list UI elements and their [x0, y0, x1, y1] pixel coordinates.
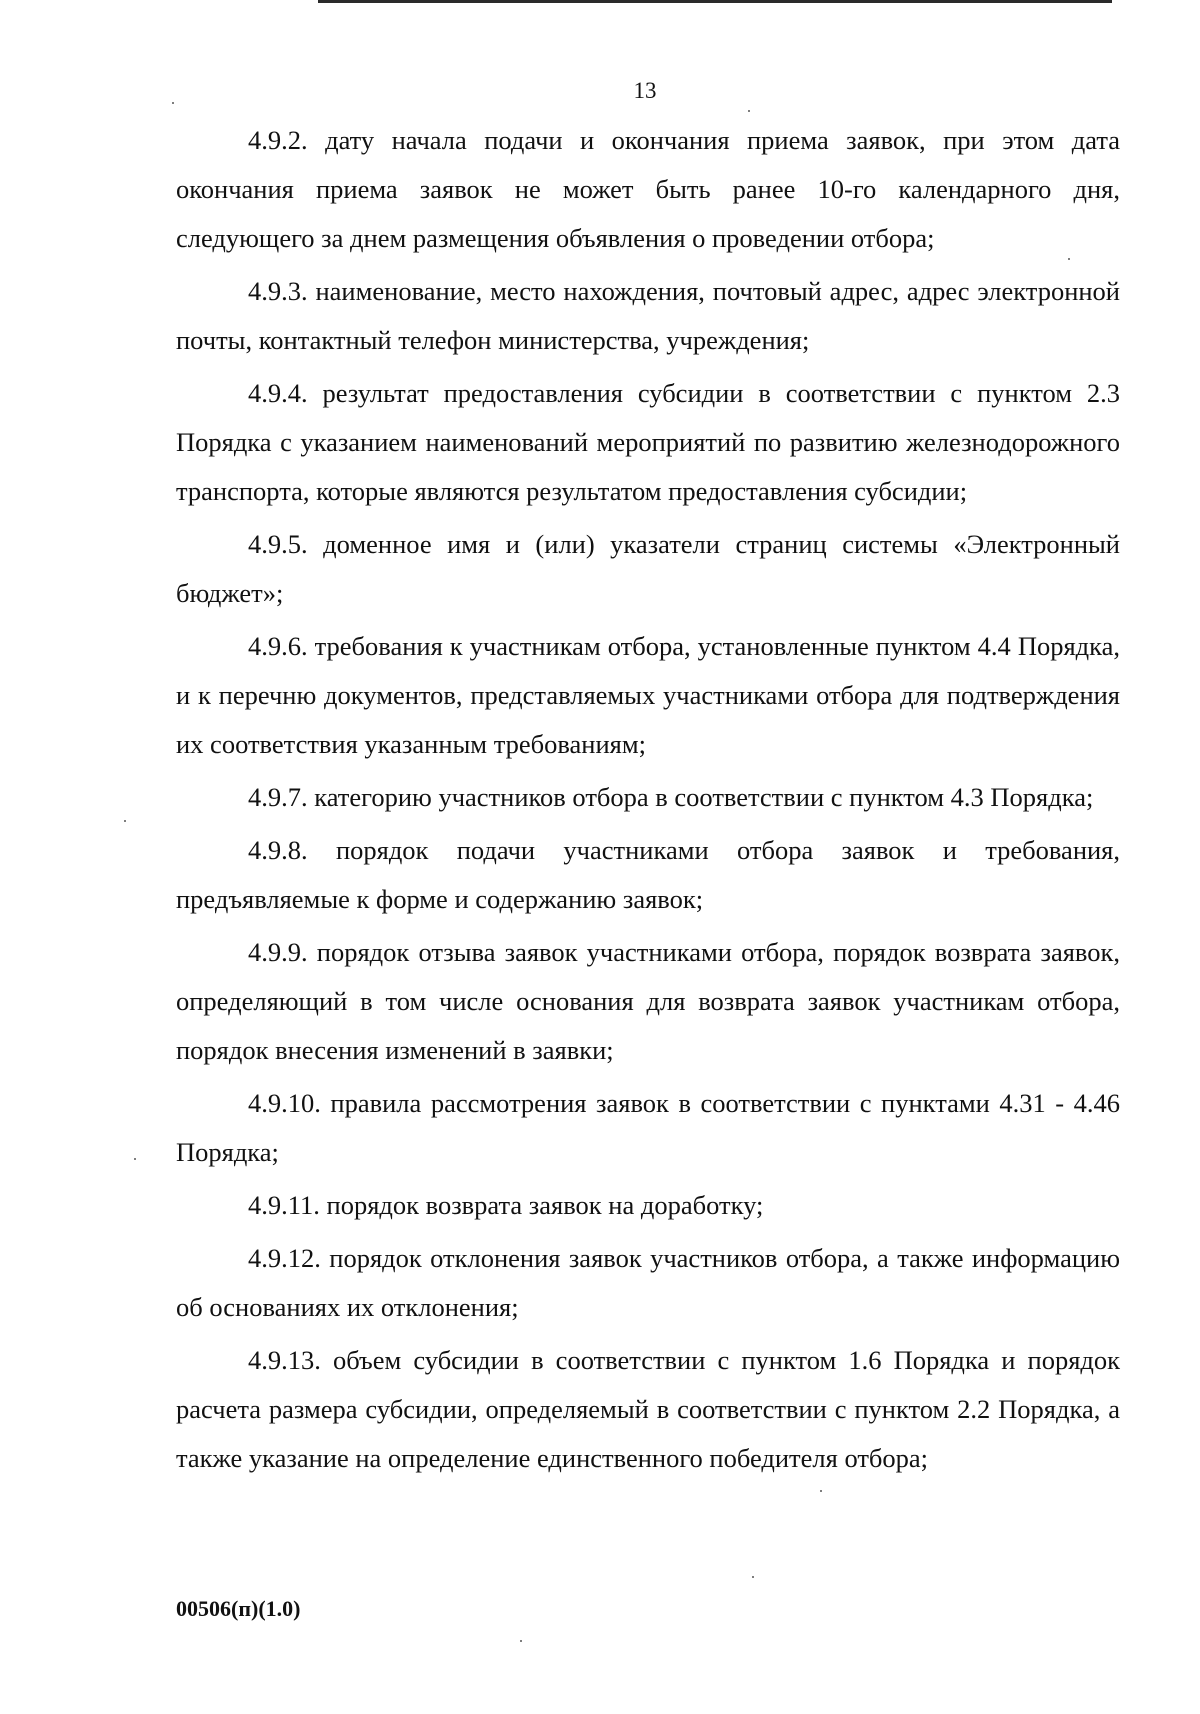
- paragraph-4-9-10: 4.9.10. правила рассмотрения заявок в соответствии с пунктами 4.31 - 4.46 Порядка;: [176, 1088, 1120, 1167]
- scan-speck: [820, 1490, 822, 1492]
- paragraph-4-9-12: 4.9.12. порядок отклонения заявок участников отбора, а также информацию об основаниях их отклонения;: [176, 1243, 1120, 1322]
- document-body: [176, 116, 1120, 1487]
- paragraph-4-9-6: 4.9.6. требования к участникам отбора, установленные пунктом 4.4 Порядка, и к перечню документов, представляемых участниками отбора для подтверждения их соответствия указанным требованиям;: [176, 631, 1120, 759]
- document-code: 00506(п)(1.0): [176, 1596, 301, 1621]
- scan-speck: [748, 110, 750, 112]
- top-border-line: [318, 0, 1112, 3]
- scan-speck: [172, 102, 174, 104]
- paragraph-4-9-7: 4.9.7. категорию участников отбора в соответствии с пунктом 4.3 Порядка;: [248, 782, 1094, 812]
- paragraph-4-9-2: 4.9.2. дату начала подачи и окончания приема заявок, при этом дата окончания приема заявок не может быть ранее 10-го календарного дня, следующего за днем размещения объявления о проведении отбора;: [176, 125, 1120, 253]
- scan-speck: [520, 1640, 522, 1642]
- paragraph-4-9-13: 4.9.13. объем субсидии в соответствии с пунктом 1.6 Порядка и порядок расчета размера субсидии, определяемый в соответствии с пунктом 2.2 Порядка, а также указание на определение единственного победителя отбора;: [176, 1345, 1120, 1473]
- scan-speck: [752, 1576, 754, 1578]
- paragraph-4-9-11: 4.9.11. порядок возврата заявок на доработку;: [248, 1190, 764, 1220]
- paragraph-4-9-3: 4.9.3. наименование, место нахождения, почтовый адрес, адрес электронной почты, контактный телефон министерства, учреждения;: [176, 276, 1120, 355]
- paragraph-4-9-8: 4.9.8. порядок подачи участниками отбора заявок и требования, предъявляемые к форме и содержанию заявок;: [176, 835, 1120, 914]
- paragraph-4-9-9: 4.9.9. порядок отзыва заявок участниками отбора, порядок возврата заявок, определяющий в том числе основания для возврата заявок участникам отбора, порядок внесения изменений в заявки;: [176, 937, 1120, 1065]
- paragraph-4-9-4: 4.9.4. результат предоставления субсидии в соответствии с пунктом 2.3 Порядка с указанием наименований мероприятий по развитию железнодорожного транспорта, которые являются результатом предоставления субсидии;: [176, 378, 1120, 506]
- scan-speck: [124, 820, 126, 822]
- scan-speck: [134, 1158, 136, 1160]
- page-number: 13: [633, 78, 657, 103]
- scan-speck: [1068, 258, 1070, 260]
- paragraph-4-9-5: 4.9.5. доменное имя и (или) указатели страниц системы «Электронный бюджет»;: [176, 529, 1120, 608]
